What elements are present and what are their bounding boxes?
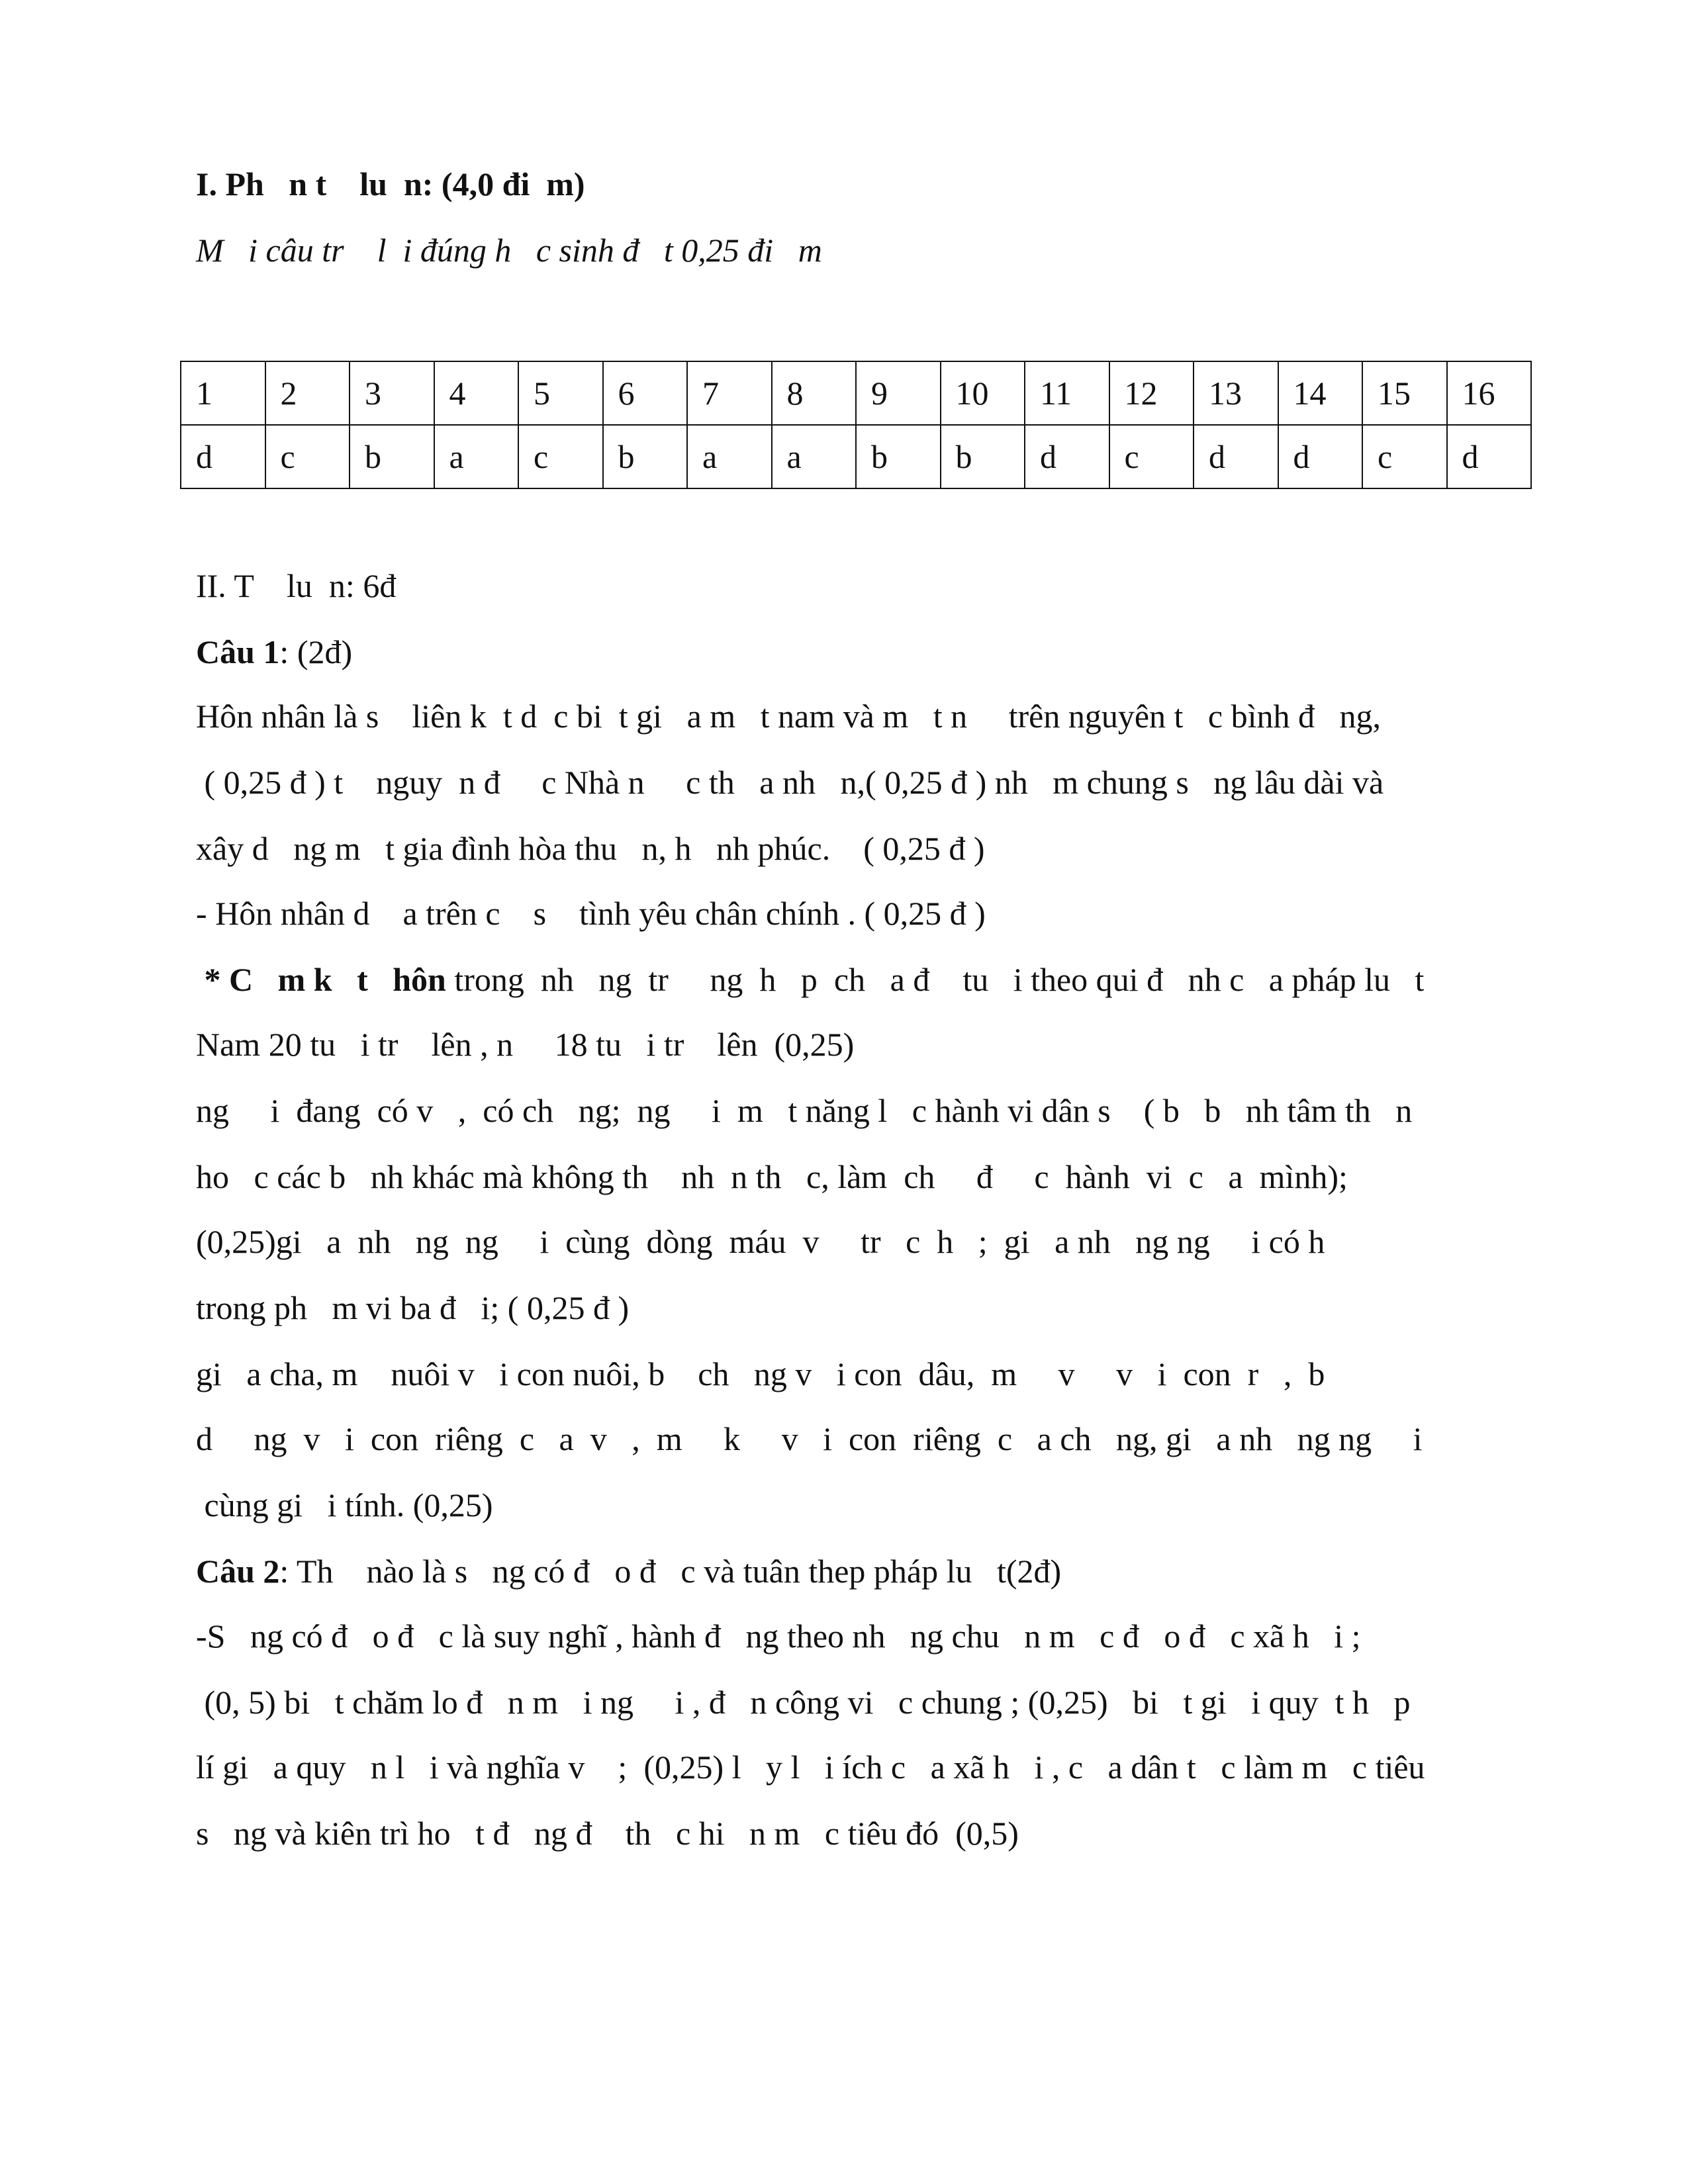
cau1-heading-rest: : (2đ) [279,633,353,670]
cau2-paragraph-line: (0, 5) bi t chăm lo đ n m i ng i , đ n công vi c chung ; (0,25) bi t gi i quy t h p [196,1684,1411,1721]
answer-letter-row [181,425,1531,488]
cau2-label: Câu 2 [196,1553,280,1590]
question-number: 11 [1025,361,1109,425]
cau1-paragraph-line: Nam 20 tu i tr lên , n 18 tu i tr lên (0,25) [196,1026,855,1063]
answer-letter: a [687,425,772,488]
cau2-heading-rest: : Th nào là s ng có đ o đ c và tuân thep pháp lu t(2đ) [279,1553,1062,1590]
cau1-paragraph-line: ( 0,25 đ ) t nguy n đ c Nhà n c th a nh n,( 0,25 đ ) nh m chung s ng lâu dài và [196,764,1384,801]
cam-ket-hon-line [196,960,1424,999]
question-number: 7 [687,361,772,425]
question-number: 10 [941,361,1025,425]
question-number: 15 [1362,361,1447,425]
cau1-paragraph-line: cùng gi i tính. (0,25) [196,1486,493,1524]
question-number: 5 [518,361,603,425]
part1-heading: I. Ph n t lu n: (4,0 đi m) [196,165,585,203]
question-number: 1 [181,361,265,425]
answer-letter: c [1109,425,1194,488]
answer-letter: c [265,425,350,488]
cau1-paragraph-line: ng i đang có v , có ch ng; ng i m t năng l c hành vi dân s ( b b nh tâm th n [196,1092,1413,1129]
answer-letter: c [1362,425,1447,488]
cau1-paragraph-line: gi a cha, m nuôi v i con nuôi, b ch ng v i con dâu, m v v i con r , b [196,1355,1325,1392]
question-number: 3 [350,361,434,425]
cau1-paragraph-line: trong ph m vi ba đ i; ( 0,25 đ ) [196,1289,630,1326]
answer-number-row [181,361,1531,425]
cau1-paragraph-line: - Hôn nhân d a trên c s tình yêu chân chính . ( 0,25 đ ) [196,895,986,932]
answer-letter: a [772,425,857,488]
cau2-paragraph-line: -S ng có đ o đ c là suy nghĩ , hành đ ng theo nh ng chu n m c đ o đ c xã h i ; [196,1617,1361,1655]
question-number: 9 [856,361,941,425]
answer-letter: b [856,425,941,488]
answer-table [180,361,1532,489]
answer-letter: b [603,425,688,488]
part2-heading: II. T lu n: 6đ [196,567,397,604]
question-number: 6 [603,361,688,425]
cau1-paragraph-line: xây d ng m t gia đình hòa thu n, h nh phúc. ( 0,25 đ ) [196,830,985,867]
question-number: 16 [1447,361,1532,425]
cam-ket-hon-text: trong nh ng tr ng h p ch a đ tu i theo qui đ nh c a pháp lu t [445,961,1425,998]
answer-letter: a [434,425,519,488]
question-number: 8 [772,361,857,425]
question-number: 12 [1109,361,1194,425]
question-number: 14 [1278,361,1363,425]
cau1-label: Câu 1 [196,633,280,670]
cau2-paragraph-line: lí gi a quy n l i và nghĩa v ; (0,25) l y l i ích c a xã h i , c a dân t c làm m c tiêu [196,1749,1425,1786]
answer-letter: b [350,425,434,488]
cau1-paragraph-line: Hôn nhân là s liên k t d c bi t gi a m t nam và m t n trên nguyên t c bình đ ng, [196,698,1382,735]
part1-instruction: M i câu tr l i đúng h c sinh đ t 0,25 đi m [196,232,822,269]
cau2-heading [196,1551,1061,1591]
answer-letter: b [941,425,1025,488]
cau1-paragraph-line: ho c các b nh khác mà không th nh n th c, làm ch đ c hành vi c a mình); [196,1158,1348,1195]
answer-letter: d [1025,425,1109,488]
answer-letter: d [1278,425,1363,488]
cau2-paragraph-line: s ng và kiên trì ho t đ ng đ th c hi n m c tiêu đó (0,5) [196,1815,1019,1852]
cau1-paragraph-line: (0,25)gi a nh ng ng i cùng dòng máu v tr c h ; gi a nh ng ng i có h [196,1223,1325,1260]
question-number: 4 [434,361,519,425]
cau1-heading [196,632,352,672]
answer-letter: d [1447,425,1532,488]
question-number: 2 [265,361,350,425]
cam-ket-hon-label: * C m k t hôn [196,961,446,998]
answer-letter: d [1194,425,1278,488]
cau1-paragraph-line: d ng v i con riêng c a v , m k v i con riêng c a ch ng, gi a nh ng ng i [196,1420,1423,1457]
question-number: 13 [1194,361,1278,425]
answer-letter: c [518,425,603,488]
answer-letter: d [181,425,265,488]
